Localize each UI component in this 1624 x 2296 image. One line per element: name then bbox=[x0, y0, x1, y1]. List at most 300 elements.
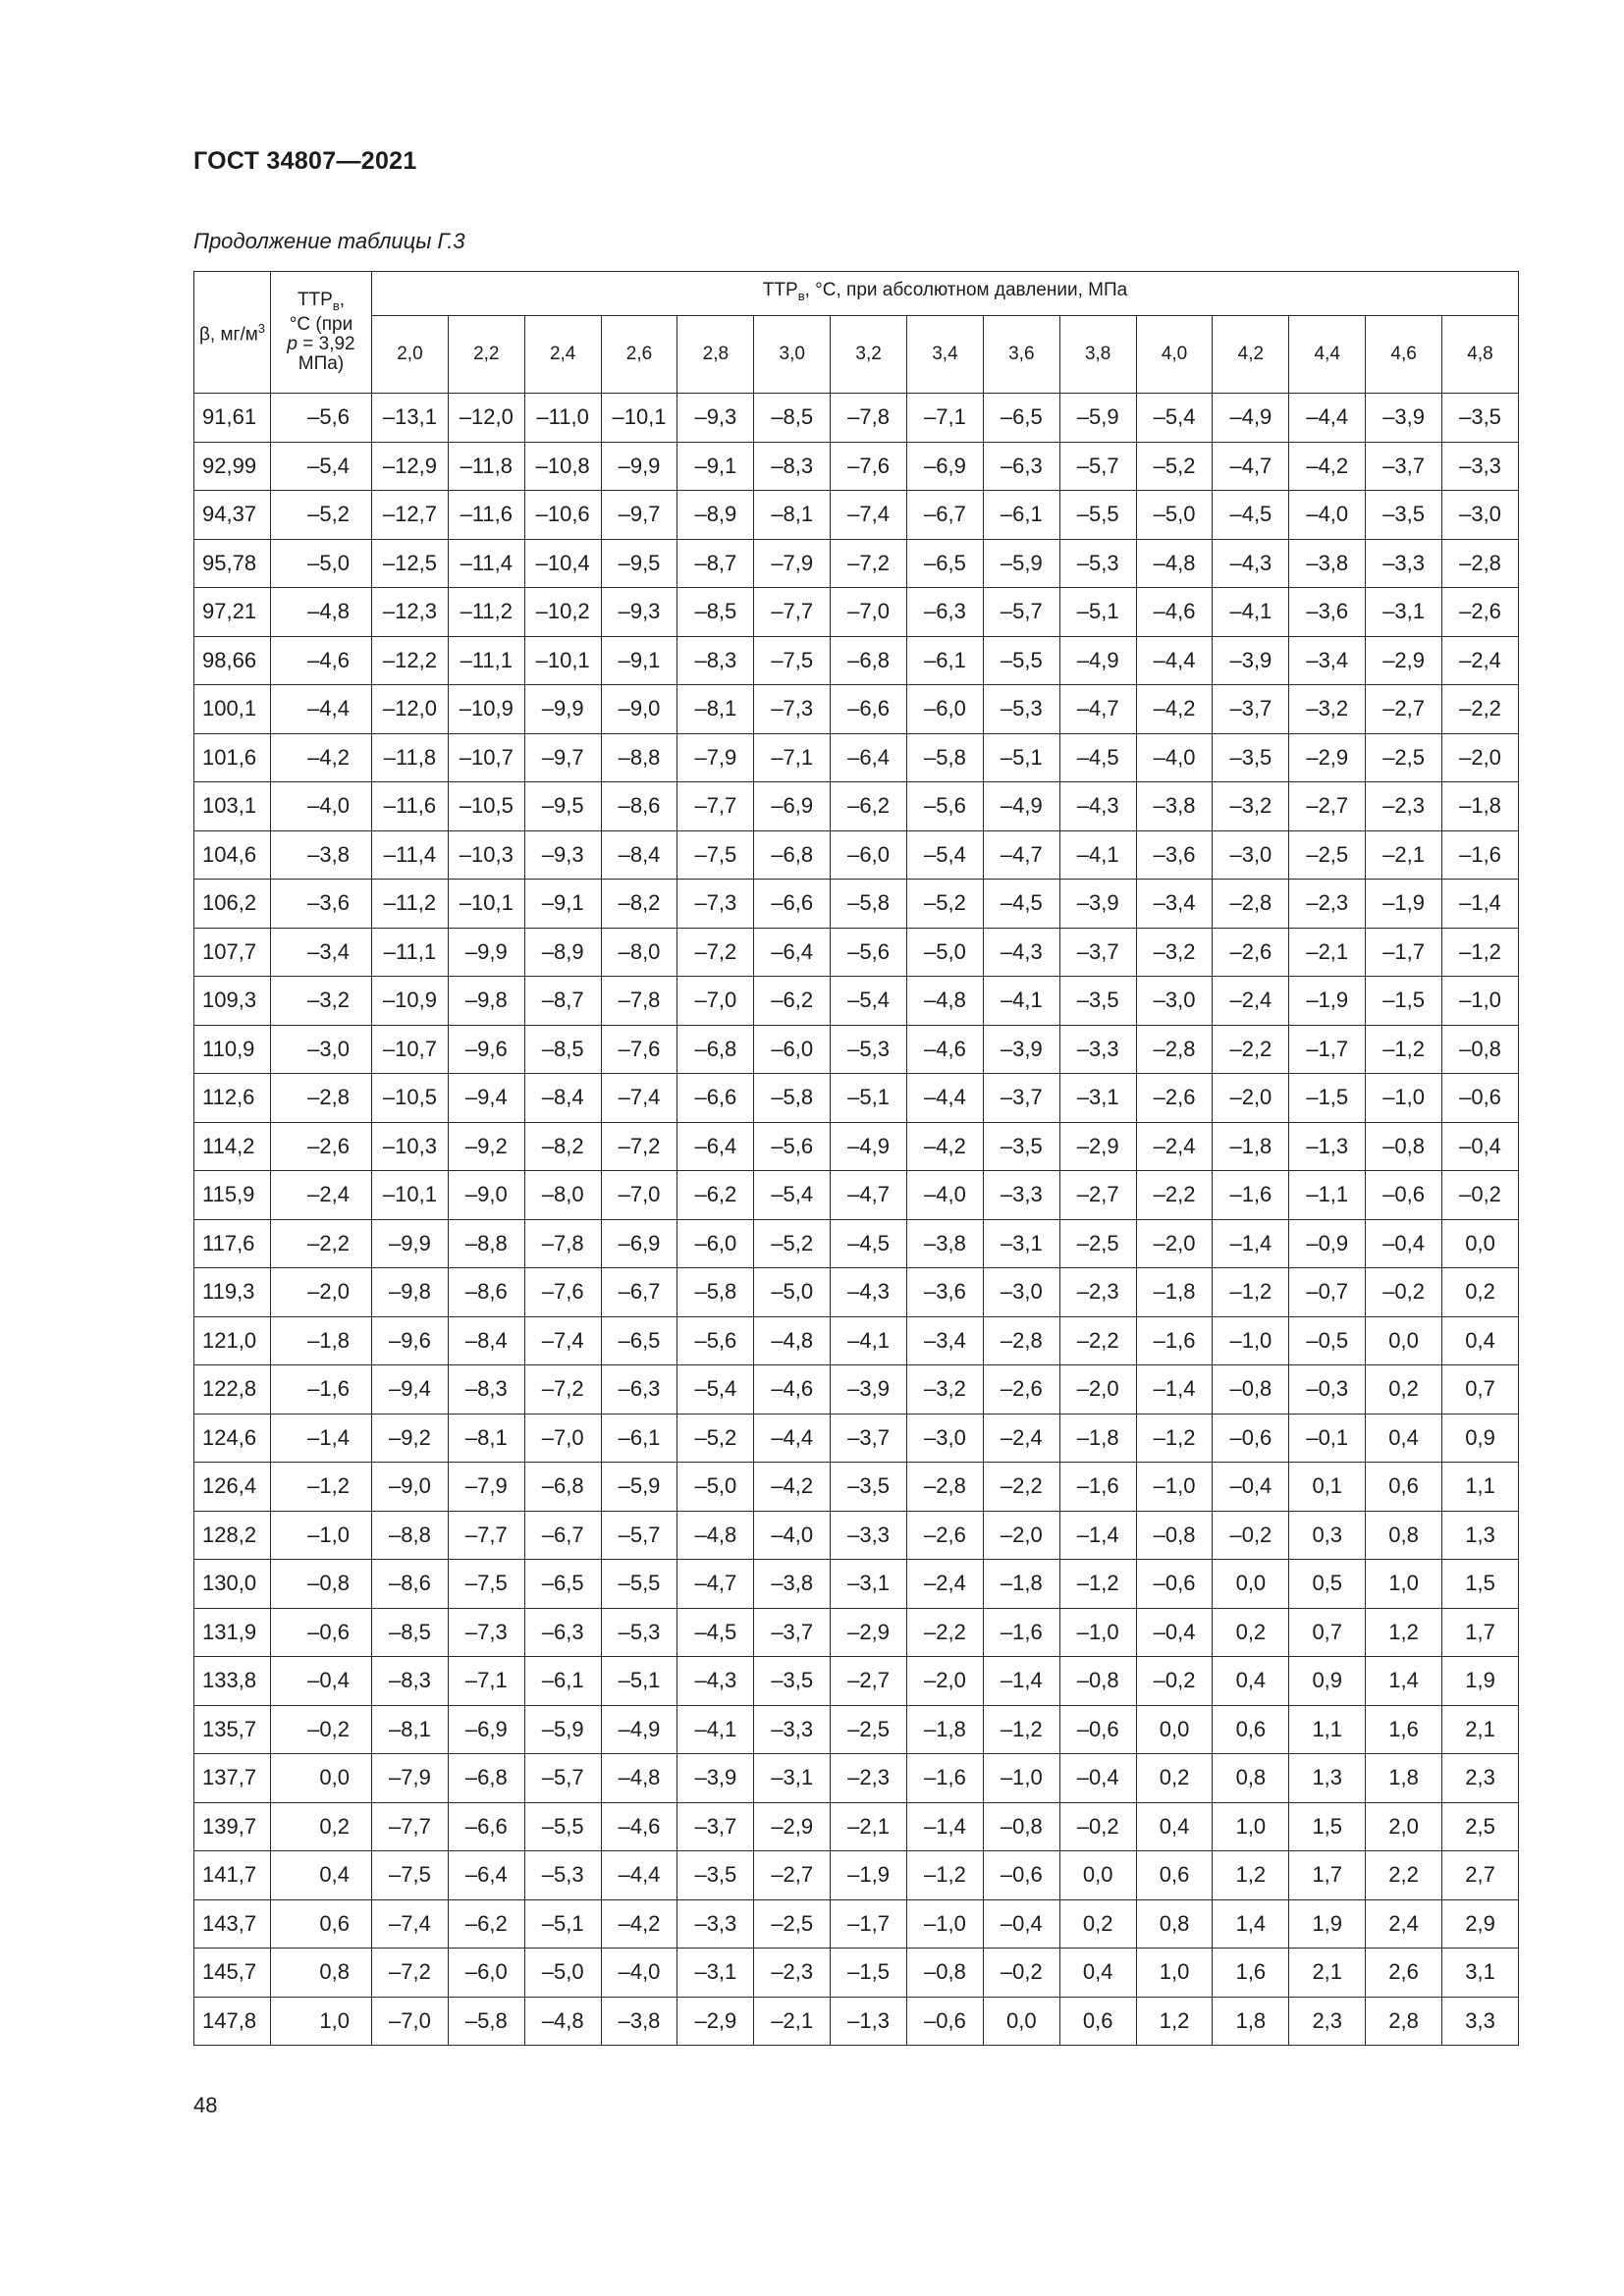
value-cell: –4,8 bbox=[601, 1754, 677, 1803]
value-cell: –0,3 bbox=[1289, 1365, 1366, 1415]
value-cell: –6,2 bbox=[448, 1899, 524, 1949]
value-cell: –4,4 bbox=[754, 1414, 831, 1463]
value-cell: –2,1 bbox=[1366, 830, 1442, 880]
value-cell: –6,3 bbox=[983, 442, 1059, 491]
value-cell: –11,8 bbox=[372, 733, 449, 782]
value-cell: –3,0 bbox=[907, 1414, 984, 1463]
value-cell: –4,6 bbox=[1136, 588, 1213, 637]
beta-cell: 101,6 bbox=[194, 733, 271, 782]
value-cell: 0,2 bbox=[1213, 1608, 1289, 1657]
value-cell: –5,6 bbox=[677, 1316, 754, 1365]
value-cell: –5,6 bbox=[831, 928, 907, 977]
value-cell: –2,3 bbox=[754, 1949, 831, 1998]
ttr-392-cell: –4,4 bbox=[271, 685, 372, 734]
value-cell: 3,3 bbox=[1442, 1997, 1519, 2046]
value-cell: 2,5 bbox=[1442, 1802, 1519, 1851]
value-cell: –3,8 bbox=[754, 1560, 831, 1609]
value-cell: –2,1 bbox=[831, 1802, 907, 1851]
value-cell: –4,8 bbox=[677, 1511, 754, 1560]
value-cell: 0,6 bbox=[1136, 1851, 1213, 1900]
value-cell: –2,0 bbox=[907, 1657, 984, 1706]
value-cell: –3,9 bbox=[1059, 880, 1136, 929]
value-cell: –7,9 bbox=[448, 1463, 524, 1512]
ttr-392-cell: –0,6 bbox=[271, 1608, 372, 1657]
table-row bbox=[194, 1511, 1519, 1560]
value-cell: –2,5 bbox=[754, 1899, 831, 1949]
value-cell: –5,1 bbox=[831, 1074, 907, 1123]
value-cell: –4,9 bbox=[1059, 636, 1136, 685]
value-cell: 0,2 bbox=[1366, 1365, 1442, 1415]
value-cell: 1,9 bbox=[1442, 1657, 1519, 1706]
value-cell: –5,4 bbox=[831, 977, 907, 1026]
value-cell: –0,4 bbox=[983, 1899, 1059, 1949]
value-cell: –6,7 bbox=[601, 1268, 677, 1317]
value-cell: 1,8 bbox=[1366, 1754, 1442, 1803]
beta-cell: 92,99 bbox=[194, 442, 271, 491]
value-cell: –5,0 bbox=[754, 1268, 831, 1317]
beta-cell: 143,7 bbox=[194, 1899, 271, 1949]
value-cell: 3,1 bbox=[1442, 1949, 1519, 1998]
value-cell: –7,0 bbox=[677, 977, 754, 1026]
value-cell: 2,1 bbox=[1289, 1949, 1366, 1998]
beta-cell: 109,3 bbox=[194, 977, 271, 1026]
value-cell: –3,6 bbox=[907, 1268, 984, 1317]
value-cell: –5,3 bbox=[983, 685, 1059, 734]
value-cell: –1,5 bbox=[1366, 977, 1442, 1026]
value-cell: –0,6 bbox=[907, 1997, 984, 2046]
value-cell: 1,1 bbox=[1442, 1463, 1519, 1512]
value-cell: –12,5 bbox=[372, 539, 449, 588]
value-cell: –9,1 bbox=[524, 880, 601, 929]
value-cell: –6,6 bbox=[831, 685, 907, 734]
value-cell: –1,8 bbox=[1136, 1268, 1213, 1317]
value-cell: –11,6 bbox=[372, 782, 449, 831]
value-cell: –4,5 bbox=[1059, 733, 1136, 782]
beta-cell: 115,9 bbox=[194, 1171, 271, 1220]
value-cell: –11,2 bbox=[448, 588, 524, 637]
ttr-392-cell: 1,0 bbox=[271, 1997, 372, 2046]
value-cell: –6,6 bbox=[754, 880, 831, 929]
value-cell: –6,0 bbox=[831, 830, 907, 880]
beta-cell: 139,7 bbox=[194, 1802, 271, 1851]
value-cell: –2,2 bbox=[1136, 1171, 1213, 1220]
value-cell: –2,3 bbox=[1059, 1268, 1136, 1317]
value-cell: –12,0 bbox=[372, 685, 449, 734]
value-cell: –7,3 bbox=[754, 685, 831, 734]
beta-cell: 145,7 bbox=[194, 1949, 271, 1998]
value-cell: –7,8 bbox=[524, 1219, 601, 1268]
table-row bbox=[194, 1171, 1519, 1220]
value-cell: –3,5 bbox=[1059, 977, 1136, 1026]
value-cell: –6,7 bbox=[524, 1511, 601, 1560]
value-cell: –9,6 bbox=[448, 1025, 524, 1074]
value-cell: –8,7 bbox=[524, 977, 601, 1026]
value-cell: 0,7 bbox=[1442, 1365, 1519, 1415]
value-cell: –5,0 bbox=[1136, 491, 1213, 540]
value-cell: –4,0 bbox=[1136, 733, 1213, 782]
ttr-392-cell: –1,6 bbox=[271, 1365, 372, 1415]
table-row bbox=[194, 685, 1519, 734]
value-cell: –1,0 bbox=[1136, 1463, 1213, 1512]
value-cell: –4,3 bbox=[677, 1657, 754, 1706]
value-cell: 1,3 bbox=[1289, 1754, 1366, 1803]
value-cell: 0,9 bbox=[1289, 1657, 1366, 1706]
value-cell: –3,3 bbox=[1366, 539, 1442, 588]
value-cell: –2,0 bbox=[1059, 1365, 1136, 1415]
value-cell: 1,8 bbox=[1213, 1997, 1289, 2046]
value-cell: –10,9 bbox=[372, 977, 449, 1026]
value-cell: –4,1 bbox=[1213, 588, 1289, 637]
value-cell: –4,1 bbox=[677, 1705, 754, 1754]
value-cell: –3,5 bbox=[677, 1851, 754, 1900]
value-cell: –8,0 bbox=[524, 1171, 601, 1220]
value-cell: –8,9 bbox=[524, 928, 601, 977]
value-cell: –7,7 bbox=[677, 782, 754, 831]
value-cell: –2,6 bbox=[1136, 1074, 1213, 1123]
table-row bbox=[194, 1899, 1519, 1949]
value-cell: –6,8 bbox=[677, 1025, 754, 1074]
value-cell: –2,1 bbox=[1289, 928, 1366, 977]
value-cell: 2,7 bbox=[1442, 1851, 1519, 1900]
table-row bbox=[194, 1268, 1519, 1317]
value-cell: –4,7 bbox=[1213, 442, 1289, 491]
ttr-392-cell: –3,6 bbox=[271, 880, 372, 929]
value-cell: –1,9 bbox=[1289, 977, 1366, 1026]
value-cell: –8,1 bbox=[754, 491, 831, 540]
value-cell: –10,7 bbox=[448, 733, 524, 782]
value-cell: –6,7 bbox=[907, 491, 984, 540]
value-cell: –4,7 bbox=[677, 1560, 754, 1609]
value-cell: –7,2 bbox=[524, 1365, 601, 1415]
value-cell: –5,7 bbox=[983, 588, 1059, 637]
value-cell: 0,4 bbox=[1213, 1657, 1289, 1706]
value-cell: –5,4 bbox=[677, 1365, 754, 1415]
value-cell: –6,4 bbox=[448, 1851, 524, 1900]
value-cell: –5,9 bbox=[601, 1463, 677, 1512]
table-body bbox=[194, 394, 1519, 2046]
value-cell: –2,4 bbox=[1136, 1122, 1213, 1171]
beta-cell: 94,37 bbox=[194, 491, 271, 540]
value-cell: –6,8 bbox=[754, 830, 831, 880]
value-cell: –9,1 bbox=[601, 636, 677, 685]
value-cell: –3,1 bbox=[983, 1219, 1059, 1268]
value-cell: –9,9 bbox=[601, 442, 677, 491]
value-cell: –0,6 bbox=[1366, 1171, 1442, 1220]
value-cell: –4,8 bbox=[1136, 539, 1213, 588]
value-cell: –7,5 bbox=[677, 830, 754, 880]
table-row bbox=[194, 1851, 1519, 1900]
table-row bbox=[194, 1316, 1519, 1365]
value-cell: –9,3 bbox=[677, 394, 754, 443]
value-cell: –10,4 bbox=[524, 539, 601, 588]
value-cell: –8,6 bbox=[372, 1560, 449, 1609]
value-cell: –9,3 bbox=[524, 830, 601, 880]
value-cell: –2,7 bbox=[831, 1657, 907, 1706]
value-cell: –5,6 bbox=[754, 1122, 831, 1171]
value-cell: –10,6 bbox=[524, 491, 601, 540]
value-cell: –1,1 bbox=[1289, 1171, 1366, 1220]
ttr-392-cell: –2,8 bbox=[271, 1074, 372, 1123]
value-cell: –7,7 bbox=[448, 1511, 524, 1560]
value-cell: –5,3 bbox=[831, 1025, 907, 1074]
header-pressure-cell: 3,2 bbox=[831, 316, 907, 394]
value-cell: –2,2 bbox=[1059, 1316, 1136, 1365]
value-cell: –2,0 bbox=[983, 1511, 1059, 1560]
value-cell: 0,0 bbox=[1366, 1316, 1442, 1365]
value-cell: –9,9 bbox=[524, 685, 601, 734]
value-cell: –3,3 bbox=[1442, 442, 1519, 491]
table-row bbox=[194, 1754, 1519, 1803]
value-cell: –8,2 bbox=[524, 1122, 601, 1171]
value-cell: –9,3 bbox=[601, 588, 677, 637]
value-cell: –6,9 bbox=[754, 782, 831, 831]
value-cell: –1,2 bbox=[907, 1851, 984, 1900]
value-cell: –2,6 bbox=[1442, 588, 1519, 637]
value-cell: 0,0 bbox=[1059, 1851, 1136, 1900]
value-cell: –8,0 bbox=[601, 928, 677, 977]
value-cell: –10,1 bbox=[601, 394, 677, 443]
value-cell: –2,4 bbox=[907, 1560, 984, 1609]
ttr-392-cell: –1,2 bbox=[271, 1463, 372, 1512]
value-cell: –0,2 bbox=[1059, 1802, 1136, 1851]
ttr-392-cell: –4,0 bbox=[271, 782, 372, 831]
beta-cell: 126,4 bbox=[194, 1463, 271, 1512]
value-cell: –1,6 bbox=[1213, 1171, 1289, 1220]
value-cell: –4,1 bbox=[1059, 830, 1136, 880]
value-cell: –9,6 bbox=[372, 1316, 449, 1365]
value-cell: –1,7 bbox=[831, 1899, 907, 1949]
value-cell: –2,7 bbox=[1059, 1171, 1136, 1220]
value-cell: –2,3 bbox=[1366, 782, 1442, 831]
value-cell: 1,0 bbox=[1213, 1802, 1289, 1851]
value-cell: –9,9 bbox=[448, 928, 524, 977]
beta-cell: 114,2 bbox=[194, 1122, 271, 1171]
value-cell: 0,9 bbox=[1442, 1414, 1519, 1463]
value-cell: 0,6 bbox=[1059, 1997, 1136, 2046]
table-row bbox=[194, 1122, 1519, 1171]
value-cell: –0,8 bbox=[907, 1949, 984, 1998]
header-pressure-group: $ТТР_в$, °С, при абсолютном давлении, МПа bbox=[372, 272, 1519, 316]
value-cell: –2,4 bbox=[1213, 977, 1289, 1026]
value-cell: –8,3 bbox=[448, 1365, 524, 1415]
value-cell: –2,2 bbox=[1442, 685, 1519, 734]
value-cell: –0,6 bbox=[1059, 1705, 1136, 1754]
value-cell: –0,6 bbox=[1442, 1074, 1519, 1123]
value-cell: –5,2 bbox=[677, 1414, 754, 1463]
beta-cell: 98,66 bbox=[194, 636, 271, 685]
value-cell: –7,6 bbox=[601, 1025, 677, 1074]
table-row bbox=[194, 1802, 1519, 1851]
value-cell: –9,4 bbox=[448, 1074, 524, 1123]
beta-cell: 122,8 bbox=[194, 1365, 271, 1415]
value-cell: –8,1 bbox=[677, 685, 754, 734]
value-cell: –0,5 bbox=[1289, 1316, 1366, 1365]
value-cell: –4,5 bbox=[1213, 491, 1289, 540]
value-cell: –10,3 bbox=[372, 1122, 449, 1171]
value-cell: –4,9 bbox=[831, 1122, 907, 1171]
value-cell: –5,9 bbox=[524, 1705, 601, 1754]
ttr-392-cell: –5,2 bbox=[271, 491, 372, 540]
table-row bbox=[194, 1997, 1519, 2046]
value-cell: –8,8 bbox=[372, 1511, 449, 1560]
header-pressure-cell: 4,8 bbox=[1442, 316, 1519, 394]
value-cell: –12,2 bbox=[372, 636, 449, 685]
value-cell: –2,2 bbox=[1213, 1025, 1289, 1074]
value-cell: 1,3 bbox=[1442, 1511, 1519, 1560]
value-cell: 0,2 bbox=[1059, 1899, 1136, 1949]
value-cell: –9,9 bbox=[372, 1219, 449, 1268]
table-row bbox=[194, 880, 1519, 929]
value-cell: –9,4 bbox=[372, 1365, 449, 1415]
value-cell: 0,8 bbox=[1366, 1511, 1442, 1560]
ttr-392-cell: –5,6 bbox=[271, 394, 372, 443]
value-cell: –1,4 bbox=[1442, 880, 1519, 929]
value-cell: 0,6 bbox=[1366, 1463, 1442, 1512]
value-cell: –1,2 bbox=[1366, 1025, 1442, 1074]
value-cell: –1,3 bbox=[831, 1997, 907, 2046]
value-cell: –7,2 bbox=[831, 539, 907, 588]
value-cell: –7,8 bbox=[831, 394, 907, 443]
value-cell: 2,3 bbox=[1289, 1997, 1366, 2046]
value-cell: –8,4 bbox=[448, 1316, 524, 1365]
header-pressure-cell: 2,0 bbox=[372, 316, 449, 394]
value-cell: –2,5 bbox=[1289, 830, 1366, 880]
value-cell: –0,2 bbox=[983, 1949, 1059, 1998]
value-cell: –5,2 bbox=[907, 880, 984, 929]
value-cell: –8,7 bbox=[677, 539, 754, 588]
value-cell: –7,1 bbox=[448, 1657, 524, 1706]
value-cell: –5,2 bbox=[1136, 442, 1213, 491]
value-cell: 0,0 bbox=[983, 1997, 1059, 2046]
value-cell: –2,9 bbox=[1059, 1122, 1136, 1171]
ttr-392-cell: –2,0 bbox=[271, 1268, 372, 1317]
value-cell: 0,4 bbox=[1136, 1802, 1213, 1851]
value-cell: –4,2 bbox=[1289, 442, 1366, 491]
value-cell: –1,2 bbox=[1136, 1414, 1213, 1463]
value-cell: –1,2 bbox=[983, 1705, 1059, 1754]
value-cell: –4,3 bbox=[983, 928, 1059, 977]
value-cell: –3,5 bbox=[983, 1122, 1059, 1171]
value-cell: –4,0 bbox=[601, 1949, 677, 1998]
value-cell: –6,2 bbox=[677, 1171, 754, 1220]
value-cell: –6,0 bbox=[448, 1949, 524, 1998]
table-row bbox=[194, 1463, 1519, 1512]
value-cell: –6,9 bbox=[448, 1705, 524, 1754]
value-cell: –9,5 bbox=[601, 539, 677, 588]
value-cell: –6,6 bbox=[448, 1802, 524, 1851]
value-cell: –3,7 bbox=[831, 1414, 907, 1463]
value-cell: –5,8 bbox=[754, 1074, 831, 1123]
value-cell: –5,1 bbox=[1059, 588, 1136, 637]
value-cell: –8,8 bbox=[448, 1219, 524, 1268]
value-cell: –5,4 bbox=[1136, 394, 1213, 443]
header-pressure-cell: 2,8 bbox=[677, 316, 754, 394]
value-cell: –6,9 bbox=[907, 442, 984, 491]
value-cell: –2,9 bbox=[677, 1997, 754, 2046]
beta-cell: 135,7 bbox=[194, 1705, 271, 1754]
value-cell: –7,4 bbox=[524, 1316, 601, 1365]
table-row bbox=[194, 491, 1519, 540]
value-cell: –3,9 bbox=[831, 1365, 907, 1415]
header-ttr-at-392: $ТТР_в$, °С (при p = 3,92 МПа) bbox=[271, 272, 372, 394]
value-cell: –1,6 bbox=[907, 1754, 984, 1803]
pressure-header-row bbox=[194, 316, 1519, 394]
value-cell: –9,7 bbox=[524, 733, 601, 782]
value-cell: –4,4 bbox=[1289, 394, 1366, 443]
value-cell: –5,0 bbox=[907, 928, 984, 977]
value-cell: –9,8 bbox=[448, 977, 524, 1026]
ttr-392-cell: –4,8 bbox=[271, 588, 372, 637]
value-cell: –2,8 bbox=[907, 1463, 984, 1512]
value-cell: 0,4 bbox=[1366, 1414, 1442, 1463]
value-cell: –7,0 bbox=[831, 588, 907, 637]
header-pressure-cell: 4,4 bbox=[1289, 316, 1366, 394]
value-cell: –7,2 bbox=[372, 1949, 449, 1998]
value-cell: –1,2 bbox=[1213, 1268, 1289, 1317]
value-cell: –3,9 bbox=[1213, 636, 1289, 685]
value-cell: –1,2 bbox=[1442, 928, 1519, 977]
header-pressure-cell: 2,6 bbox=[601, 316, 677, 394]
value-cell: –1,0 bbox=[983, 1754, 1059, 1803]
table-row bbox=[194, 1074, 1519, 1123]
value-cell: –0,4 bbox=[1136, 1608, 1213, 1657]
value-cell: –4,5 bbox=[983, 880, 1059, 929]
value-cell: –6,0 bbox=[754, 1025, 831, 1074]
value-cell: –3,1 bbox=[1366, 588, 1442, 637]
value-cell: –6,5 bbox=[983, 394, 1059, 443]
value-cell: –7,6 bbox=[831, 442, 907, 491]
value-cell: 0,3 bbox=[1289, 1511, 1366, 1560]
value-cell: –3,3 bbox=[983, 1171, 1059, 1220]
value-cell: –4,3 bbox=[831, 1268, 907, 1317]
value-cell: –1,7 bbox=[1366, 928, 1442, 977]
value-cell: –1,9 bbox=[1366, 880, 1442, 929]
value-cell: 0,0 bbox=[1442, 1219, 1519, 1268]
value-cell: –11,4 bbox=[448, 539, 524, 588]
value-cell: –5,3 bbox=[601, 1608, 677, 1657]
value-cell: –1,8 bbox=[1442, 782, 1519, 831]
value-cell: –5,5 bbox=[1059, 491, 1136, 540]
value-cell: –2,8 bbox=[983, 1316, 1059, 1365]
value-cell: 0,2 bbox=[1136, 1754, 1213, 1803]
value-cell: –4,9 bbox=[1213, 394, 1289, 443]
value-cell: –7,0 bbox=[524, 1414, 601, 1463]
value-cell: –1,6 bbox=[1136, 1316, 1213, 1365]
value-cell: –8,5 bbox=[524, 1025, 601, 1074]
value-cell: 1,7 bbox=[1442, 1608, 1519, 1657]
beta-cell: 112,6 bbox=[194, 1074, 271, 1123]
value-cell: –6,1 bbox=[601, 1414, 677, 1463]
value-cell: –1,4 bbox=[983, 1657, 1059, 1706]
value-cell: –2,6 bbox=[1213, 928, 1289, 977]
value-cell: –1,8 bbox=[1213, 1122, 1289, 1171]
value-cell: –7,9 bbox=[754, 539, 831, 588]
value-cell: –2,9 bbox=[1289, 733, 1366, 782]
value-cell: –4,7 bbox=[983, 830, 1059, 880]
value-cell: –5,2 bbox=[754, 1219, 831, 1268]
ttr-392-cell: 0,4 bbox=[271, 1851, 372, 1900]
ttr-392-cell: –5,0 bbox=[271, 539, 372, 588]
value-cell: –0,8 bbox=[1059, 1657, 1136, 1706]
value-cell: –7,1 bbox=[754, 733, 831, 782]
value-cell: –1,0 bbox=[1213, 1316, 1289, 1365]
beta-cell: 130,0 bbox=[194, 1560, 271, 1609]
value-cell: –5,7 bbox=[601, 1511, 677, 1560]
value-cell: –4,8 bbox=[907, 977, 984, 1026]
value-cell: 0,8 bbox=[1213, 1754, 1289, 1803]
value-cell: –4,7 bbox=[1059, 685, 1136, 734]
value-cell: –1,4 bbox=[1136, 1365, 1213, 1415]
